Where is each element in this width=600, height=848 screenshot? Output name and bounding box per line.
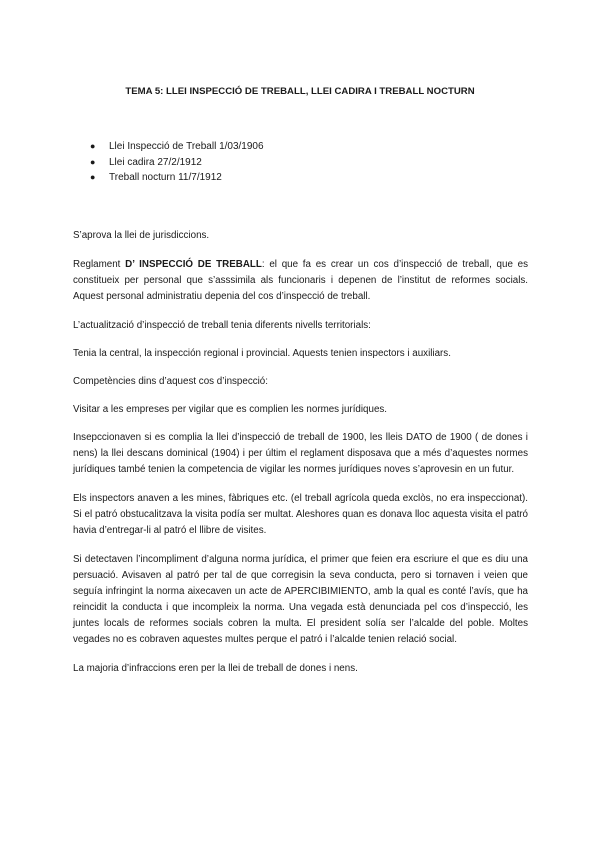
list-item-text: Llei cadira 27/2/1912	[109, 156, 202, 168]
document-body	[73, 228, 528, 690]
paragraph: Competències dins d’aquest cos d’inspecció:	[73, 376, 268, 387]
bullet-icon: ●	[90, 141, 96, 151]
paragraph: S’aprova la llei de jurisdiccions.	[73, 230, 210, 241]
bold-heading: D’ INSPECCIÓ DE TREBALL	[125, 259, 262, 270]
paragraph-text: : el que fa es crear un cos d’inspecció de treball, que es constitueix per personal que s’asssimila als funcionaris i depenen de l’institut de reformes socials. Aquest personal administratiu depenia del cos d’inspecció de treball.	[73, 259, 528, 302]
document-title: TEMA 5: LLEI INSPECCIÓ DE TREBALL, LLEI CADIRA I TREBALL NOCTURN	[125, 86, 475, 97]
bullet-icon: ●	[90, 156, 96, 167]
paragraph: Si detectaven l’incompliment d’alguna norma jurídica, el primer que feien era escriure el que es diu una persuació. Avisaven al patró per tal de que corregisin la seva conducta, pero si tornaven i veien que seguía infringint la norma aixecaven un acte de APERCIBIMIENTO, amb la qual es conté l’avís, que ha reincidit la conducta i que incompleix la norma. Una vegada està denunciada pel cos d’inspecció, les juntes locals de reformes socials cobren la multa. El president solía ser l’alcalde del poble. Moltes vegades no es cobraven aquestes multes perque el patró i l’alcalde tenien relació social.	[73, 554, 528, 645]
paragraph: Insepccionaven si es complia la llei d’inspecció de treball de 1900, les lleis DATO de 1900 ( de dones i nens) la llei descans dominical (1904) i per últim el reglament disposava que a més d’aquestes normes jurídiques també tenien la competencia de vigilar les normes jurídiques noves s’aprovesin en un futur.	[73, 432, 528, 475]
paragraph: Tenia la central, la inspección regional i provincial. Aquests tenien inspectors i auxiliars.	[73, 348, 451, 359]
list-item-text: Llei Inspecció de Treball 1/03/1906	[109, 141, 264, 152]
list-item	[90, 170, 264, 186]
law-list	[90, 139, 264, 186]
paragraph-reglament	[73, 257, 528, 305]
list-item	[90, 155, 264, 171]
paragraph: Visitar a les empreses per vigilar que es complien les normes jurídiques.	[73, 404, 388, 415]
list-item-text: Treball nocturn 11/7/1912	[109, 172, 222, 183]
paragraph: L’actualització d’inspecció de treball tenia diferents nivells territorials:	[73, 320, 371, 331]
paragraph-prefix: Reglament	[73, 259, 126, 270]
list-item	[90, 139, 264, 155]
paragraph: Els inspectors anaven a les mines, fàbriques etc. (el treball agrícola queda exclòs, no era inspeccionat). Si el patró obstucalitzava la visita podía ser multat. Aleshores quan es donava lloc aquesta visita el patró havia d’entregar-li al patró el llibre de visites.	[73, 493, 528, 536]
bullet-icon: ●	[90, 172, 96, 182]
paragraph: La majoria d’infraccions eren per la llei de treball de dones i nens.	[73, 663, 358, 674]
